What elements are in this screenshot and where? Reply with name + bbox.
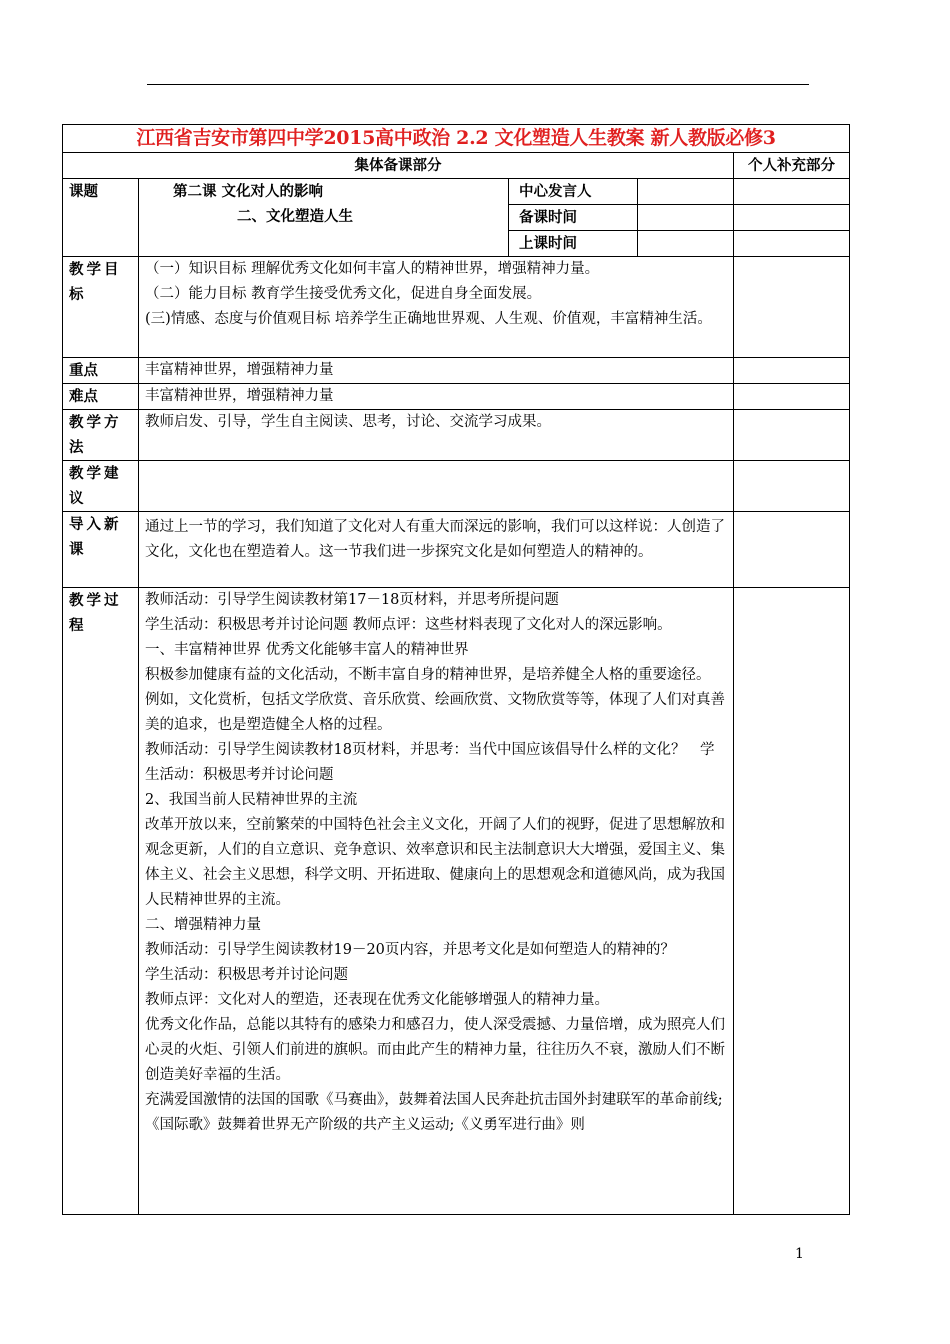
header-rule	[147, 84, 809, 85]
speaker-personal	[734, 179, 850, 205]
key-point-personal	[734, 358, 850, 384]
process-paragraph: 教师活动：引导学生阅读教材第17－18页材料，并思考所提问题	[145, 592, 559, 608]
prep-time-label: 备课时间	[509, 205, 638, 231]
objective-knowledge: （一）知识目标 理解优秀文化如何丰富人的精神世界，增强精神力量。	[145, 261, 600, 277]
page-number: 1	[795, 1246, 804, 1262]
objectives-content	[139, 257, 734, 358]
topic-line-2: 二、文化塑造人生	[237, 208, 353, 225]
objectives-label: 教学目标	[63, 257, 139, 358]
process-paragraph: 改革开放以来，空前繁荣的中国特色社会主义文化，开阔了人们的视野，促进了思想解放和观念更新，人们的自立意识、竞争意识、效率意识和民主法制意识大大增强，爱国主义、集体主义、社会主义思想，科学文明、开拓进取、健康向上的思想观念和道德风尚，成为我国人民精神世界的主流。	[145, 817, 725, 908]
objectives-personal	[734, 257, 850, 358]
personal-supplement-header: 个人补充部分	[734, 153, 850, 179]
intro-personal	[734, 512, 850, 588]
document-title: 江西省吉安市第四中学2015高中政治 2.2 文化塑造人生教案 新人教版必修3	[63, 125, 850, 153]
intro-value: 通过上一节的学习，我们知道了文化对人有重大而深远的影响，我们可以这样说：人创造了文化，文化也在塑造着人。这一节我们进一步探究文化是如何塑造人的精神的。	[139, 512, 734, 588]
suggestions-personal	[734, 461, 850, 512]
prep-time-personal	[734, 205, 850, 231]
process-paragraph: 教师活动：引导学生阅读教材19－20页内容，并思考文化是如何塑造人的精神的？	[145, 942, 675, 958]
process-paragraph: 充满爱国激情的法国的国歌《马赛曲》，鼓舞着法国人民奔赴抗击国外封建联军的革命前线;《国际歌》鼓舞着世界无产阶级的共产主义运动;《义勇军进行曲》则	[145, 1092, 723, 1133]
suggestions-label: 教学建议	[63, 461, 139, 512]
process-paragraph: 2、我国当前人民精神世界的主流	[145, 792, 358, 808]
process-paragraph: 二、增强精神力量	[145, 917, 261, 933]
speaker-value	[638, 179, 734, 205]
methods-label: 教学方法	[63, 410, 139, 461]
key-point-value: 丰富精神世界，增强精神力量	[139, 358, 734, 384]
process-paragraph: 例如，文化赏析，包括文学欣赏、音乐欣赏、绘画欣赏、文物欣赏等等，体现了人们对真善美的追求，也是塑造健全人格的过程。	[145, 692, 725, 733]
suggestions-value	[139, 461, 734, 512]
topic-line-1: 第二课 文化对人的影响	[173, 183, 324, 200]
process-paragraph: 积极参加健康有益的文化活动，不断丰富自身的精神世界，是培养健全人格的重要途径。	[145, 667, 711, 683]
speaker-label: 中心发言人	[509, 179, 638, 205]
collective-prep-header: 集体备课部分	[63, 153, 734, 179]
process-content	[139, 588, 734, 1215]
intro-label: 导入新课	[63, 512, 139, 588]
class-time-value	[638, 231, 734, 257]
lesson-plan-table	[62, 124, 850, 1215]
process-paragraph: 一、丰富精神世界 优秀文化能够丰富人的精神世界	[145, 642, 469, 658]
prep-time-value	[638, 205, 734, 231]
class-time-label: 上课时间	[509, 231, 638, 257]
process-paragraph: 优秀文化作品，总能以其特有的感染力和感召力，使人深受震撼、力量倍增，成为照亮人们心灵的火炬、引领人们前进的旗帜。而由此产生的精神力量，往往历久不衰，激励人们不断创造美好幸福的生活。	[145, 1017, 725, 1083]
key-point-label: 重点	[63, 358, 139, 384]
process-paragraph: 教师点评：文化对人的塑造，还表现在优秀文化能够增强人的精神力量。	[145, 992, 609, 1008]
topic-value	[139, 179, 509, 257]
objective-values: (三)情感、态度与价值观目标 培养学生正确地世界观、人生观、价值观，丰富精神生活。	[145, 311, 712, 327]
process-paragraph: 教师活动：引导学生阅读教材18页材料，并思考：当代中国应该倡导什么样的文化？ 学生活动：积极思考并讨论问题	[145, 742, 715, 783]
methods-personal	[734, 410, 850, 461]
process-paragraph: 学生活动：积极思考并讨论问题 教师点评：这些材料表现了文化对人的深远影响。	[145, 617, 672, 633]
process-personal	[734, 588, 850, 1215]
difficulty-personal	[734, 384, 850, 410]
difficulty-label: 难点	[63, 384, 139, 410]
objective-ability: （二）能力目标 教育学生接受优秀文化，促进自身全面发展。	[145, 286, 542, 302]
process-paragraph: 学生活动：积极思考并讨论问题	[145, 967, 348, 983]
class-time-personal	[734, 231, 850, 257]
process-label: 教学过程	[63, 588, 139, 1215]
methods-value: 教师启发、引导，学生自主阅读、思考，讨论、交流学习成果。	[139, 410, 734, 461]
topic-label: 课题	[63, 179, 139, 257]
difficulty-value: 丰富精神世界，增强精神力量	[139, 384, 734, 410]
